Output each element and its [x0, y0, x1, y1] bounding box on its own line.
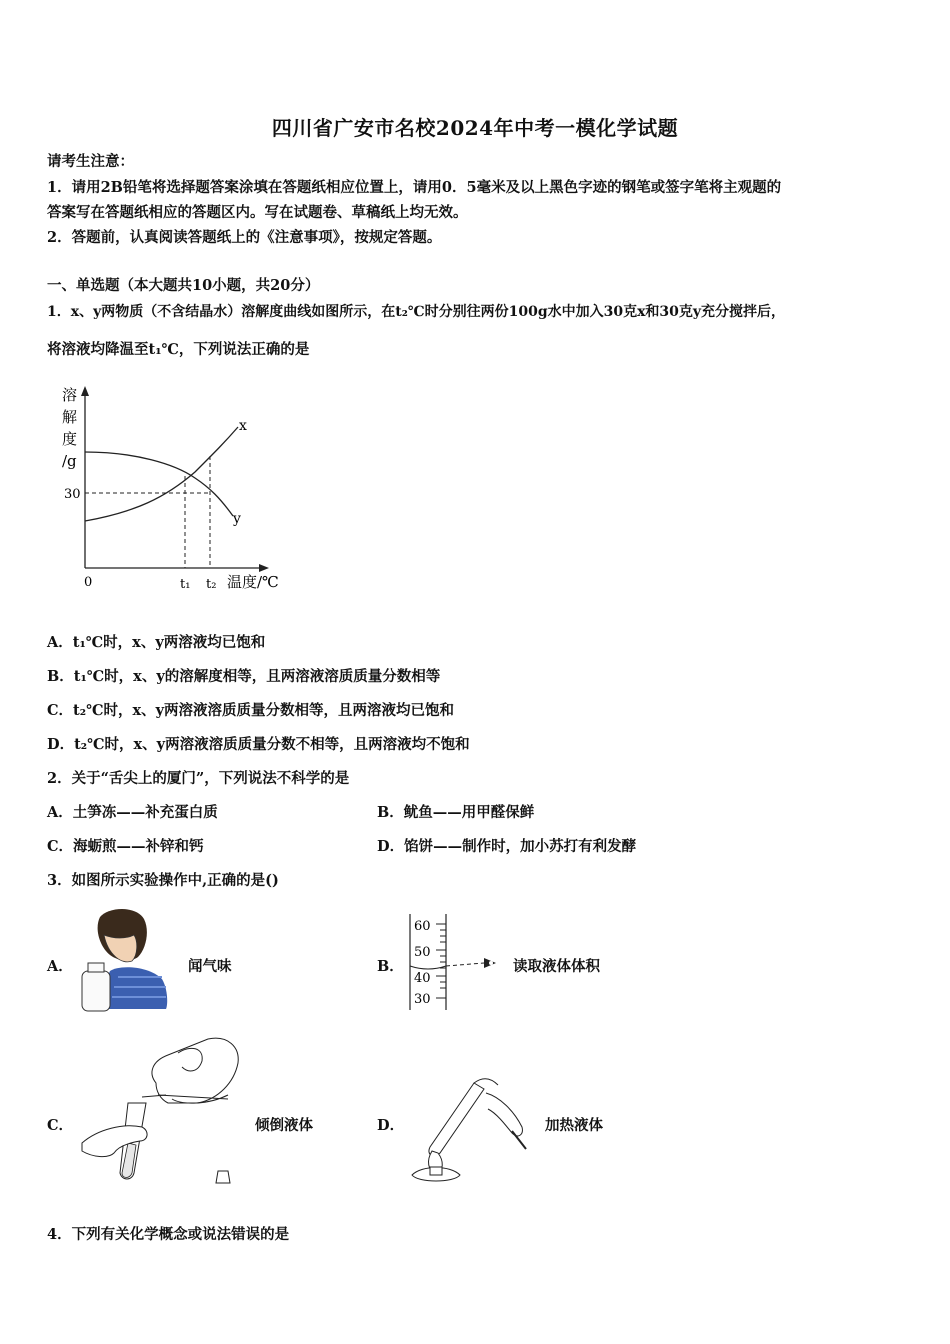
notice-line-1: 1．请用2B铅笔将选择题答案涂填在答题纸相应位置上，请用0．5毫米及以上黑色字迹的钢笔或签字笔将主观题的 [47, 179, 782, 196]
cylinder-tick-30: 30 [414, 992, 431, 1007]
q1-option-a[interactable]: A．t₁℃时，x、y两溶液均已饱和 [47, 634, 266, 651]
cylinder-tick-40: 40 [414, 971, 431, 986]
q3-option-d-text[interactable]: 加热液体 [545, 1117, 603, 1134]
q1-option-c[interactable]: C．t₂℃时，x、y两溶液溶质质量分数相等，且两溶液均已饱和 [47, 702, 455, 719]
q2-option-d[interactable]: D．馅饼——制作时，加小苏打有利发酵 [377, 838, 637, 855]
cylinder-illustration [404, 910, 509, 1013]
q3-option-d-letter[interactable]: D． [377, 1117, 405, 1134]
cylinder-tick-50: 50 [414, 945, 431, 960]
x-tick-t2: t₂ [206, 577, 217, 592]
page-title: 四川省广安市名校2024年中考一模化学试题 [271, 116, 679, 140]
y-axis-arrow [81, 386, 89, 396]
q1-option-b[interactable]: B．t₁℃时，x、y的溶解度相等，且两溶液溶质质量分数相等 [47, 668, 441, 685]
origin-label: 0 [84, 575, 93, 590]
q3-option-c-text[interactable]: 倾倒液体 [255, 1117, 313, 1134]
series-y-label: y [233, 511, 241, 527]
q4-stem: 4．下列有关化学概念或说法错误的是 [47, 1226, 290, 1243]
y-tick-label: 30 [64, 487, 81, 502]
notice-heading: 请考生注意： [47, 153, 134, 170]
q3-option-b-text[interactable]: 读取液体体积 [513, 958, 600, 975]
section-heading: 一、单选题（本大题共10小题，共20分） [47, 277, 320, 294]
x-tick-t1: t₁ [180, 577, 191, 592]
heat-illustration [404, 1063, 529, 1188]
q3-option-a-letter[interactable]: A． [47, 958, 73, 975]
q1-stem-line-2: 将溶液均降温至t₁℃，下列说法正确的是 [47, 341, 310, 358]
cylinder-tick-60: 60 [414, 919, 431, 934]
y-label-char: 度 [62, 430, 78, 448]
series-x-label: x [239, 418, 247, 434]
smell-illustration [78, 905, 170, 1013]
q1-option-d[interactable]: D．t₂℃时，x、y两溶液溶质质量分数不相等，且两溶液均不饱和 [47, 736, 470, 753]
q2-option-a[interactable]: A．土笋冻——补充蛋白质 [47, 804, 218, 821]
q2-stem: 2．关于“舌尖上的厦门”，下列说法不科学的是 [47, 770, 350, 787]
x-axis-arrow [259, 564, 269, 572]
notice-line-3: 2．答题前，认真阅读答题纸上的《注意事项》，按规定答题。 [47, 229, 442, 246]
y-label-char: 解 [62, 408, 78, 426]
series-x-curve [85, 427, 238, 521]
q2-option-b[interactable]: B．鱿鱼——用甲醛保鲜 [377, 804, 535, 821]
q3-option-a-text[interactable]: 闻气味 [188, 958, 232, 975]
y-label-char: /g [62, 452, 77, 470]
solubility-chart [55, 380, 295, 595]
q3-option-c-letter[interactable]: C． [47, 1117, 74, 1134]
pour-illustration [78, 1033, 250, 1185]
q2-option-c[interactable]: C．海蛎煎——补锌和钙 [47, 838, 204, 855]
q3-option-b-letter[interactable]: B． [377, 958, 404, 975]
notice-line-2: 答案写在答题纸相应的答题区内。写在试题卷、草稿纸上均无效。 [47, 204, 468, 221]
y-label-char: 溶 [62, 386, 78, 404]
series-y-curve [85, 452, 233, 516]
q3-stem: 3．如图所示实验操作中,正确的是() [47, 872, 279, 889]
q1-stem-line-1: 1．x、y两物质（不含结晶水）溶解度曲线如图所示，在t₂℃时分别往两份100g水中加入30克x和30克y充分搅拌后， [47, 304, 786, 320]
x-axis-label: 温度/℃ [227, 573, 279, 591]
